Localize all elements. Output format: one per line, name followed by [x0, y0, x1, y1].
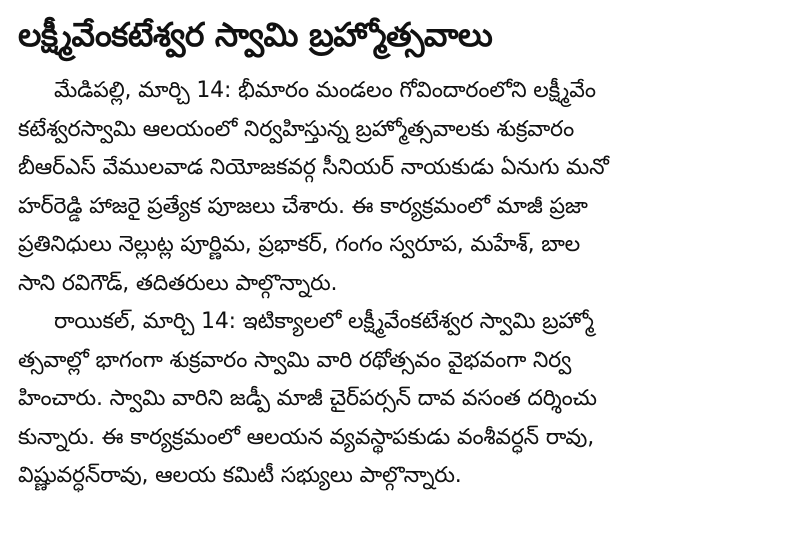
- article-paragraph-medipalli: [18, 72, 784, 303]
- paragraph-line: హర్‌రెడ్డి హాజరై ప్రత్యేక పూజలు చేశారు. ఈ కార్యక్రమంలో మాజీ ప్రజా: [18, 193, 588, 219]
- article-headline: లక్ష్మీవేంకటేశ్వర స్వామి బ్రహ్మోత్సవాలు: [18, 15, 493, 54]
- paragraph-line: రాయికల్, మార్చి 14: ఇటిక్యాలలో లక్ష్మీవేంకటేశ్వర స్వామి బ్రహ్మో: [54, 309, 594, 334]
- paragraph-line: మేడిపల్లి, మార్చి 14: భీమారం మండలం గోవిందారంలోని లక్ష్మీవేం: [54, 78, 596, 103]
- paragraph-line: హించారు. స్వామి వారిని జడ్పీ మాజీ చైర్‌పర్సన్ దావ వసంత దర్శించు: [18, 386, 597, 411]
- paragraph-line: విష్ణువర్ధన్‌రావు, ఆలయ కమిటీ సభ్యులు పాల్గొన్నారు.: [18, 463, 462, 488]
- paragraph-line: బీఆర్ఎస్ వేములవాడ నియోజకవర్గ సీనియర్ నాయకుడు ఏనుగు మనో: [18, 155, 609, 180]
- article-paragraph-raikal: [18, 303, 784, 496]
- paragraph-line: కటేశ్వరస్వామి ఆలయంలో నిర్వహిస్తున్న బ్రహ్మోత్సవాలకు శుక్రవారం: [18, 116, 575, 142]
- paragraph-line: కున్నారు. ఈ కార్యక్రమంలో ఆలయన వ్యవస్థాపకుడు వంశీవర్ధన్ రావు,: [18, 424, 594, 450]
- paragraph-line: ప్రతినిధులు నెల్లుట్ల పూర్ణిమ, ప్రభాకర్, గంగం స్వరూప, మహేశ్, బాల: [18, 232, 581, 257]
- paragraph-line: త్సవాల్లో భాగంగా శుక్రవారం స్వామి వారి రథోత్సవం వైభవంగా నిర్వ: [18, 347, 572, 373]
- paragraph-line: సాని రవిగౌడ్, తదితరులు పాల్గొన్నారు.: [18, 270, 338, 296]
